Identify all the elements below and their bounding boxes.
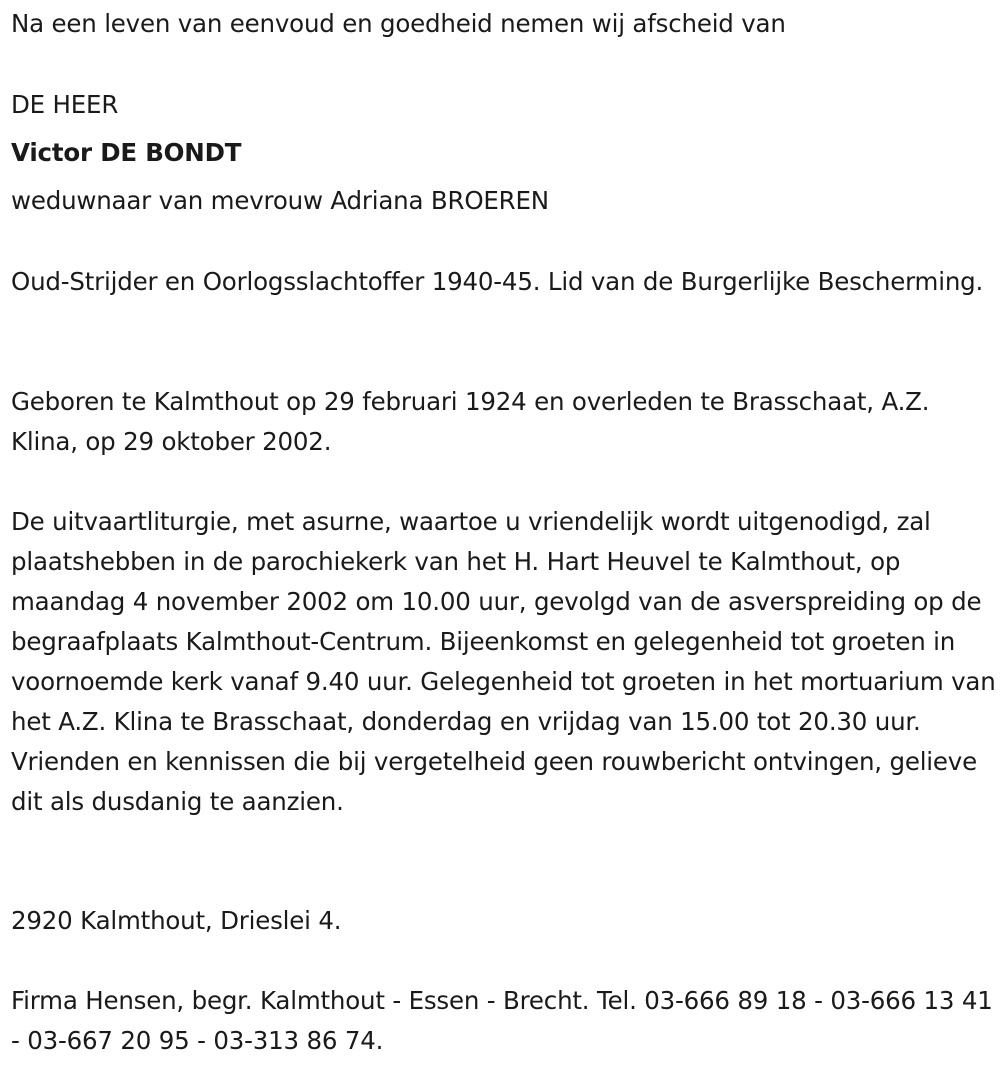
honorific: DE HEER [11,90,119,119]
address-text: 2920 Kalmthout, Drieslei 4. [11,906,342,935]
deceased-name: Victor DE BONDT [11,138,242,167]
undertaker-paragraph: Firma Hensen, begr. Kalmthout - Essen - Brecht. Tel. 03-666 89 18 - 03-666 13 41 - 03-667 20 95 - 03-313 86 74. [11,986,993,1055]
relation-text: weduwnaar van mevrouw Adriana BROEREN [11,186,549,215]
distinction-paragraph: Oud-Strijder en Oorlogsslachtoffer 1940-45. Lid van de Burgerlijke Bescherming. [11,267,984,296]
birth-death-paragraph: Geboren te Kalmthout op 29 februari 1924 en overleden te Brasschaat, A.Z. Klina, op 29 oktober 2002. [11,387,930,456]
funeral-paragraph: De uitvaartliturgie, met asurne, waartoe u vriendelijk wordt uitgenodigd, zal plaatshebben in de parochiekerk van het H. Hart Heuvel te Kalmthout, op maandag 4 november 2002 om 10.00 uur, gevolgd van de asverspreiding op de begraafplaats Kalmthout-Centrum. Bijeenkomst en gelegenheid tot groeten in voornoemde kerk vanaf 9.40 uur. Gelegenheid tot groeten in het mortuarium van het A.Z. Klina te Brasschaat, donderdag en vrijdag van 15.00 tot 20.30 uur. Vrienden en kennissen die bij vergetelheid geen rouwbericht ontvingen, gelieve dit als dusdanig te aanzien. [11,507,996,816]
intro-text: Na een leven van eenvoud en goedheid nemen wij afscheid van [11,9,786,38]
